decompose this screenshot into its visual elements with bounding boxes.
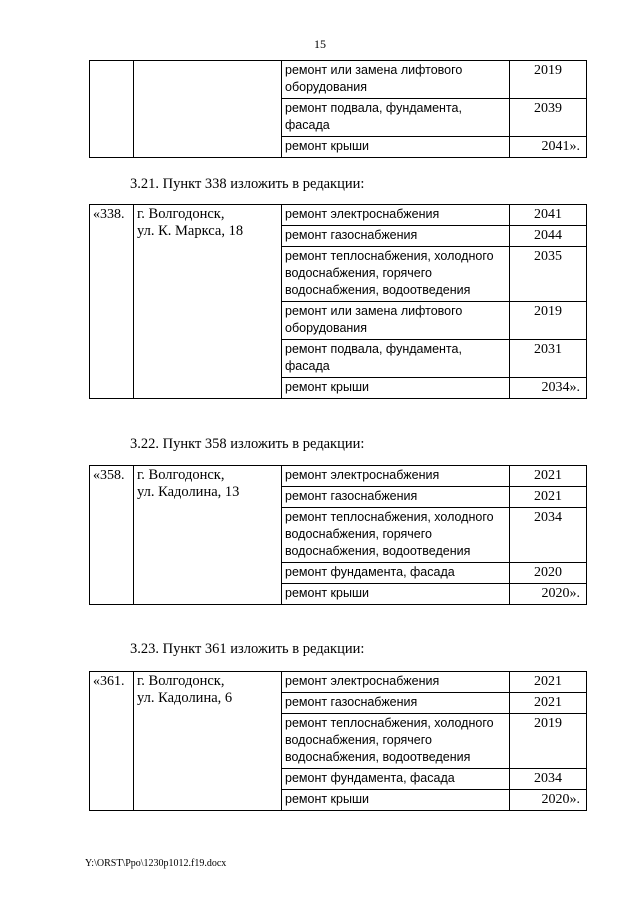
section-heading-3-21: 3.21. Пункт 338 изложить в редакции:	[130, 176, 365, 192]
item-number-cell	[90, 61, 134, 158]
address-cell	[134, 672, 282, 811]
footer-file-path: Y:\ORST\Ppo\1230p1012.f19.docx	[85, 858, 227, 869]
work-cell: ремонт теплоснабжения, холодного водоснабжения, горячего водоснабжения, водоотведения	[282, 508, 510, 563]
year-cell: 2021	[510, 693, 587, 714]
work-cell: ремонт электроснабжения	[282, 672, 510, 693]
year-cell: 2041	[510, 205, 587, 226]
work-table-338	[89, 204, 587, 399]
year-cell: 2039	[510, 99, 587, 137]
year-cell: 2034	[510, 769, 587, 790]
address-city: г. Волгодонск,	[137, 673, 225, 689]
address-street: ул. Кадолина, 6	[137, 690, 233, 706]
year-cell: 2021	[510, 466, 587, 487]
work-cell: ремонт крыши	[282, 137, 510, 158]
work-cell: ремонт теплоснабжения, холодного водоснабжения, горячего водоснабжения, водоотведения	[282, 714, 510, 769]
work-cell: ремонт крыши	[282, 790, 510, 811]
work-cell: ремонт газоснабжения	[282, 487, 510, 508]
address-cell	[134, 61, 282, 158]
year-cell: 2021	[510, 672, 587, 693]
year-cell: 2034	[510, 508, 587, 563]
work-cell: ремонт теплоснабжения, холодного водоснабжения, горячего водоснабжения, водоотведения	[282, 247, 510, 302]
work-table-continued	[89, 60, 587, 158]
address-street: ул. К. Маркса, 18	[137, 223, 244, 239]
work-cell: ремонт крыши	[282, 378, 510, 399]
section-heading-3-23: 3.23. Пункт 361 изложить в редакции:	[130, 641, 365, 657]
item-number: «358.	[90, 466, 134, 605]
year-cell: 2019	[510, 714, 587, 769]
year-cell: 2020	[510, 563, 587, 584]
work-cell: ремонт фундамента, фасада	[282, 769, 510, 790]
work-cell: ремонт газоснабжения	[282, 226, 510, 247]
work-cell: ремонт подвала, фундамента, фасада	[282, 340, 510, 378]
work-cell: ремонт крыши	[282, 584, 510, 605]
year-cell: 2020».	[510, 584, 587, 605]
work-cell: ремонт фундамента, фасада	[282, 563, 510, 584]
work-cell: ремонт газоснабжения	[282, 693, 510, 714]
work-cell: ремонт подвала, фундамента, фасада	[282, 99, 510, 137]
address-street: ул. Кадолина, 13	[137, 484, 240, 500]
address-cell	[134, 205, 282, 399]
work-cell: ремонт электроснабжения	[282, 466, 510, 487]
year-cell: 2019	[510, 61, 587, 99]
work-cell: ремонт или замена лифтового оборудования	[282, 302, 510, 340]
work-cell: ремонт электроснабжения	[282, 205, 510, 226]
year-cell: 2019	[510, 302, 587, 340]
year-cell: 2031	[510, 340, 587, 378]
address-city: г. Волгодонск,	[137, 467, 225, 483]
year-cell: 2044	[510, 226, 587, 247]
work-cell: ремонт или замена лифтового оборудования	[282, 61, 510, 99]
item-number: «338.	[90, 205, 134, 399]
year-cell: 2035	[510, 247, 587, 302]
year-cell: 2041».	[510, 137, 587, 158]
section-heading-3-22: 3.22. Пункт 358 изложить в редакции:	[130, 436, 365, 452]
address-cell	[134, 466, 282, 605]
year-cell: 2020».	[510, 790, 587, 811]
year-cell: 2034».	[510, 378, 587, 399]
item-number: «361.	[90, 672, 134, 811]
work-table-358	[89, 465, 587, 605]
address-city: г. Волгодонск,	[137, 206, 225, 222]
work-table-361	[89, 671, 587, 811]
year-cell: 2021	[510, 487, 587, 508]
page-number: 15	[314, 37, 326, 51]
